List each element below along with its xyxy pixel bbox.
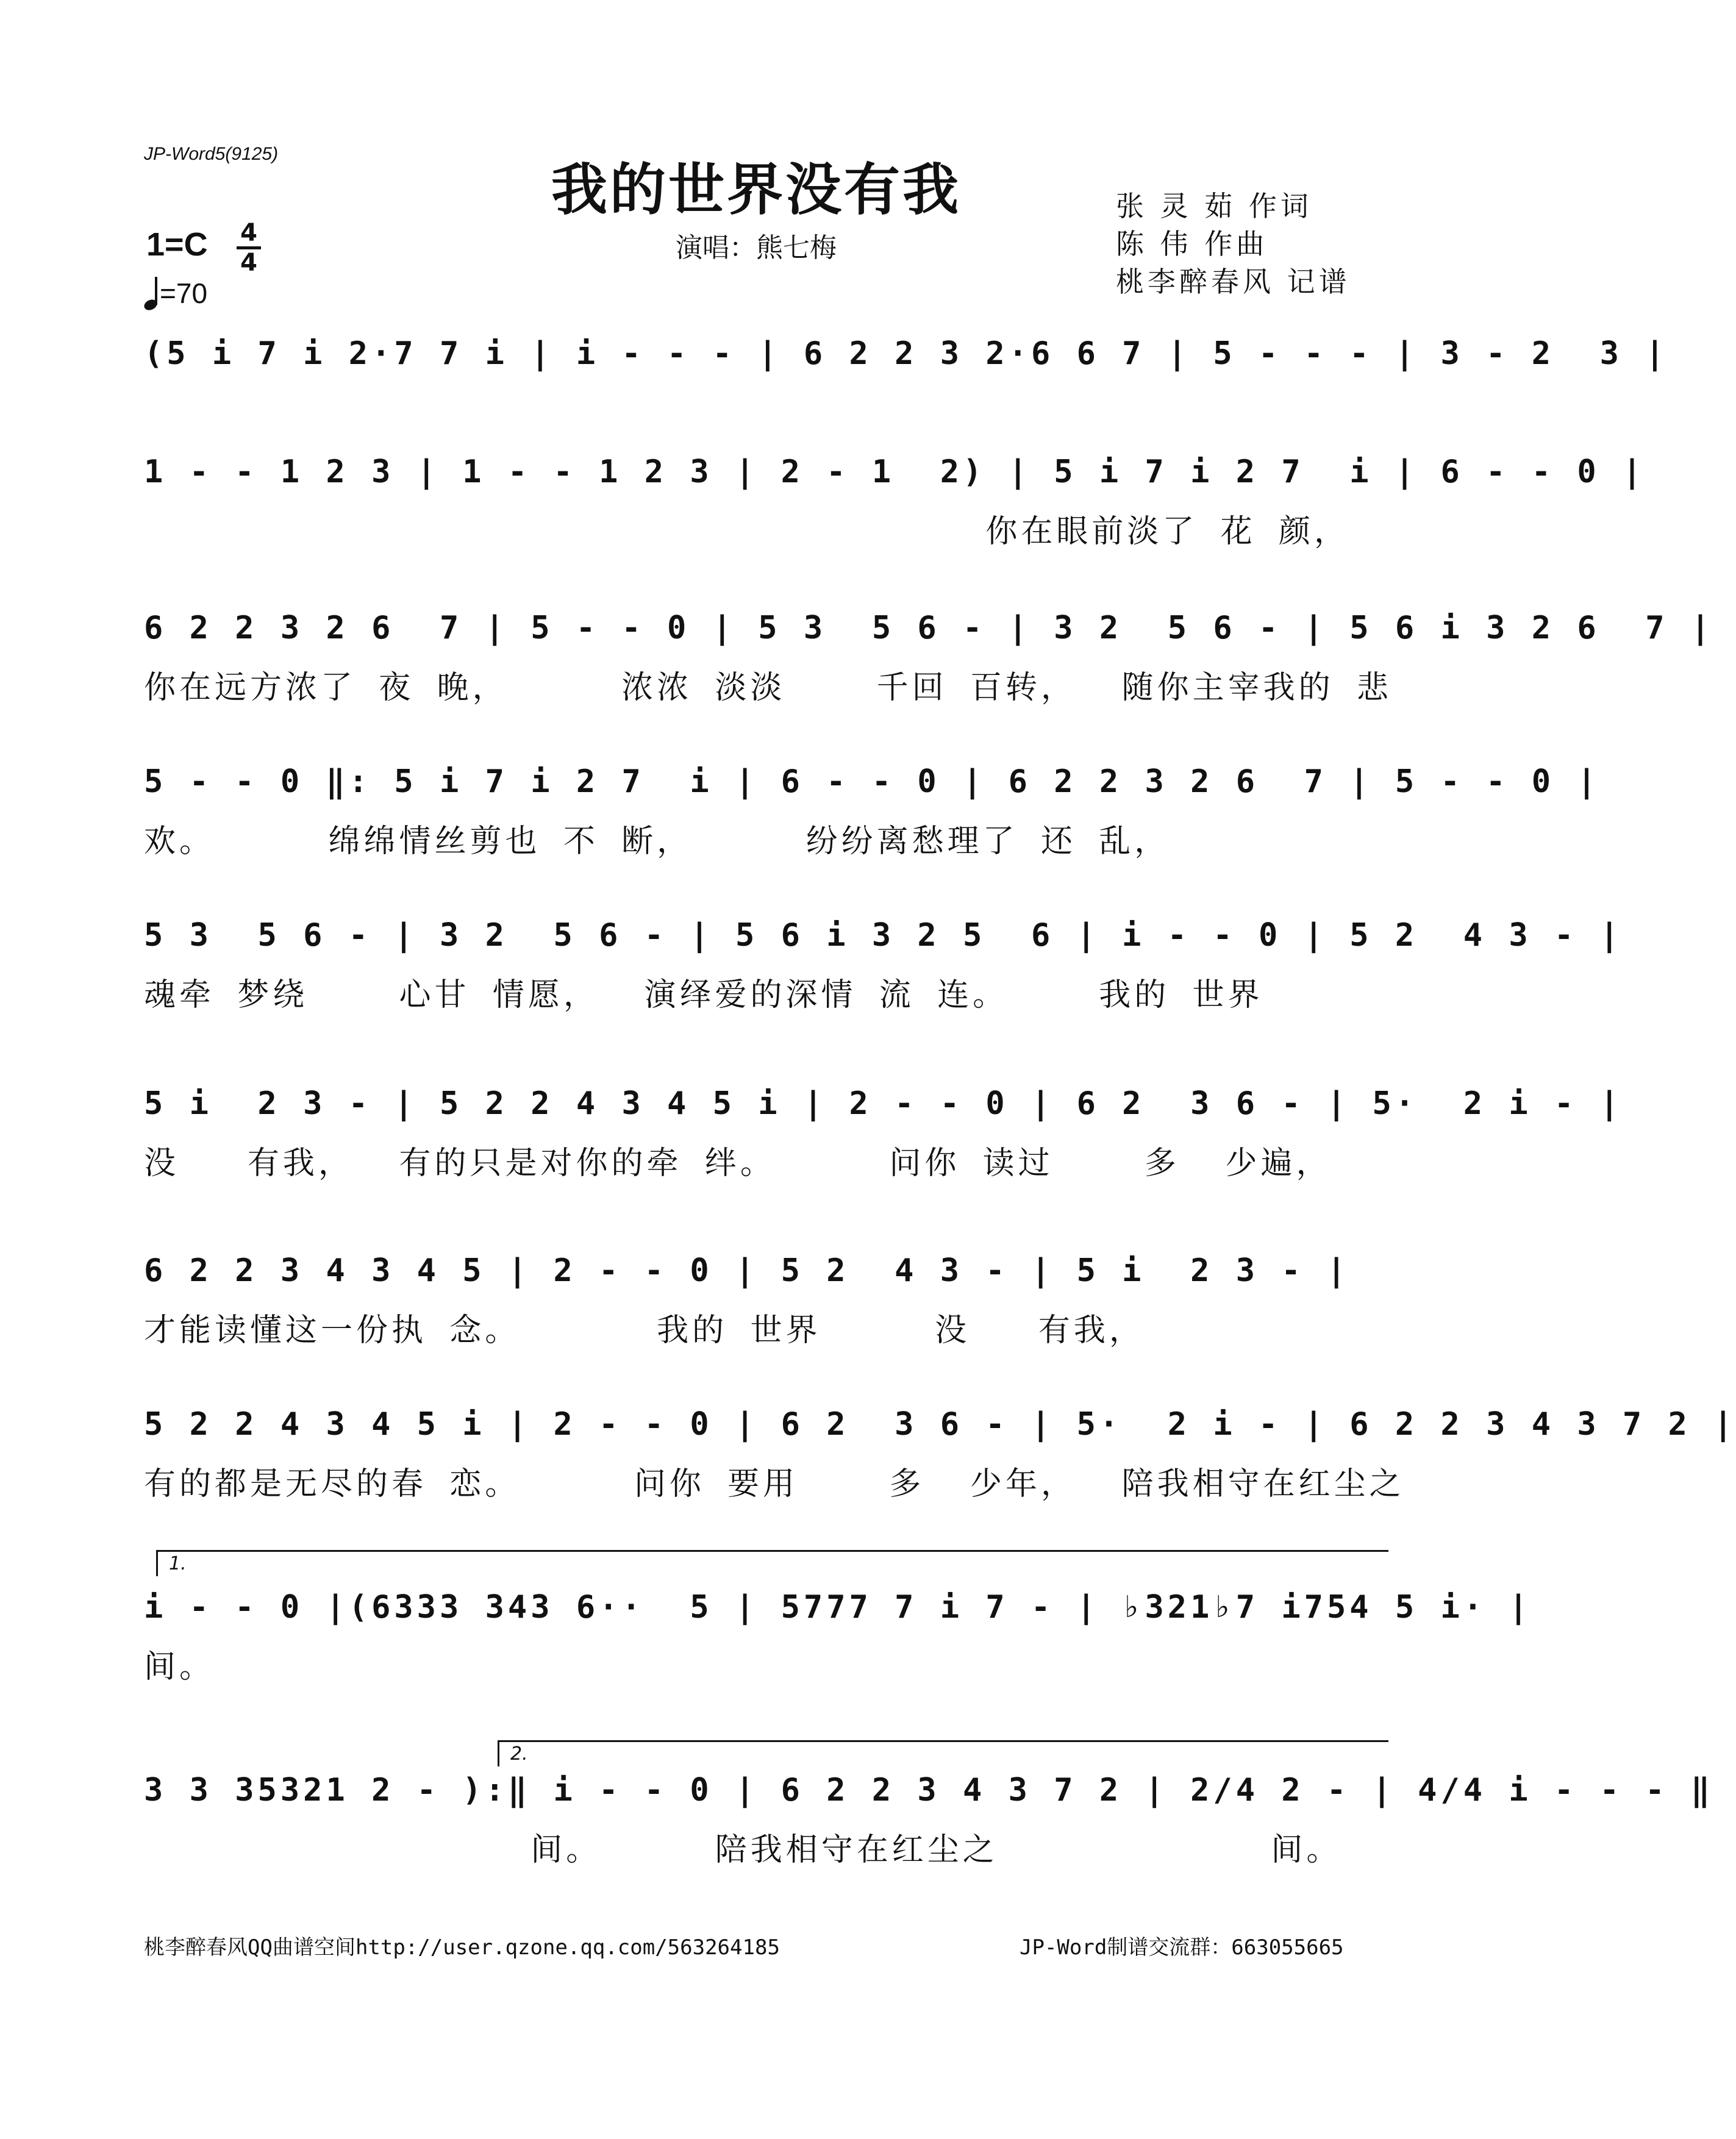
singer-credit: 演唱：熊七梅 [676, 232, 837, 263]
lyrics-line: 魂牵 梦绕 心甘 情愿， 演绎爱的深情 流 连。 我的 世界 [144, 977, 1263, 1013]
time-signature [237, 221, 261, 275]
song-title: 我的世界没有我 [551, 157, 961, 223]
notation-line: (5 i 7 i 2·7 7 i | i - - - | 6 2 2 3 2·6 6 7 | 5 - - - | 3 - 2 3 | [144, 335, 1668, 372]
lyricist-credit: 张 灵 茹 作词 [1116, 190, 1312, 223]
first-ending-bracket: 1. [156, 1550, 1388, 1576]
lyrics-line [144, 394, 1378, 433]
notation-line: 5 2 2 4 3 4 5 i | 2 - - 0 | 6 2 3 6 - | 5· 2 i - | 6 2 2 3 4 3 7 2 | [144, 1406, 1736, 1443]
tempo-marking [144, 273, 207, 310]
notation-line: 3 3 35321 2 - ):‖ i - - 0 | 6 2 2 3 4 3 7 2 | 2/4 2 - | 4/4 i - - - ‖ [144, 1772, 1714, 1809]
lyrics-line: 欢。 绵绵情丝剪也 不 断， 纷纷离愁理了 还 乱， [144, 823, 1170, 860]
lyrics-line: 没 有我， 有的只是对你的牵 绊。 问你 读过 多 少遍， [144, 1145, 1332, 1182]
footer-group: JP-Word制谱交流群：663055665 [1020, 1935, 1344, 1960]
composer-credit: 陈 伟 作曲 [1116, 227, 1268, 260]
notation-line: 5 3 5 6 - | 3 2 5 6 - | 5 6 i 3 2 5 6 | i - - 0 | 5 2 4 3 - | [144, 917, 1623, 954]
software-tag: JP-Word5(9125) [144, 144, 279, 164]
notation-line: 6 2 2 3 2 6 7 | 5 - - 0 | 5 3 5 6 - | 3 2 5 6 - | 5 6 i 3 2 6 7 | [144, 610, 1714, 646]
notation-line: 5 i 2 3 - | 5 2 2 4 3 4 5 i | 2 - - 0 | 6 2 3 6 - | 5· 2 i - | [144, 1085, 1623, 1122]
notation-line: i - - 0 |(6333 343 6·· 5 | 5777 7 i 7 - | ♭321♭7 i754 5 i· | [144, 1589, 1532, 1626]
notation-line: 1 - - 1 2 3 | 1 - - 1 2 3 | 2 - 1 2) | 5 i 7 i 2 7 i | 6 - - 0 | [144, 454, 1646, 490]
lyrics-line: 才能读懂这一份执 念。 我的 世界 没 有我， [144, 1312, 1145, 1349]
second-ending-bracket: 2. [498, 1740, 1388, 1766]
quarter-note-icon [144, 273, 160, 310]
lyrics-line: 有的都是无尽的春 恋。 问你 要用 多 少年， 陪我相守在红尘之 [144, 1466, 1405, 1502]
time-signature-top: 4 [240, 219, 257, 247]
lyrics-line: 间。 [144, 1649, 215, 1685]
transcriber-credit: 桃李醉春风 记谱 [1116, 265, 1351, 298]
notation-line: 5 - - 0 ‖: 5 i 7 i 2 7 i | 6 - - 0 | 6 2 2 3 2 6 7 | 5 - - 0 | [144, 763, 1600, 800]
lyrics-line: 间。 陪我相守在红尘之 间。 [144, 1832, 1342, 1868]
lyrics-line: 你在眼前淡了 花 颜， [144, 513, 1349, 550]
time-signature-bottom: 4 [240, 249, 257, 277]
lyrics-line: 你在远方浓了 夜 晚， 浓浓 淡淡 千回 百转， 随你主宰我的 悲 [144, 670, 1392, 706]
tempo-value: =70 [160, 277, 208, 309]
key-signature: 1=C [146, 226, 208, 263]
notation-line: 6 2 2 3 4 3 4 5 | 2 - - 0 | 5 2 4 3 - | 5 i 2 3 - | [144, 1252, 1350, 1289]
footer-website: 桃李醉春风QQ曲谱空间http://user.qzone.qq.com/563264185 [144, 1935, 780, 1960]
